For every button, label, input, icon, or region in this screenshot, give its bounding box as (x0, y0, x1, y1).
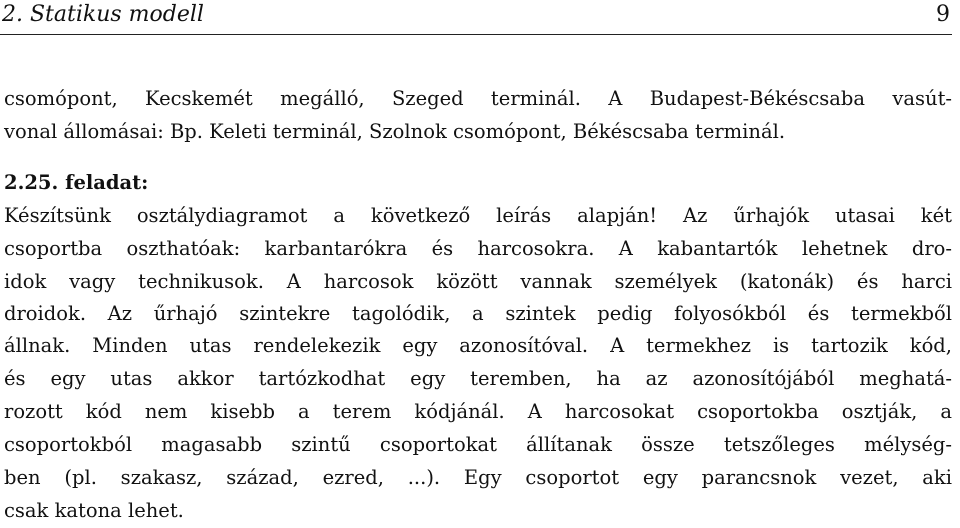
paragraph-line: idok vagy technikusok. A harcosok között vannak személyek (katonák) és harci (4, 270, 952, 293)
paragraph-line: rozott kód nem kisebb a terem kódjánál. A harcosokat csoportokba osztják, a (4, 400, 952, 423)
paragraph-line: droidok. Az űrhajó szintekre tagolódik, a szintek pedig folyosókból és termekből (4, 302, 952, 325)
paragraph-line: csak katona lehet. (4, 499, 184, 522)
paragraph-line: ben (pl. szakasz, század, ezred, ...). Egy csoportot egy parancsnok vezet, aki (4, 466, 952, 489)
paragraph-line: csomópont, Kecskemét megálló, Szeged terminál. A Budapest-Békéscsaba vasút- (4, 87, 952, 110)
page-number: 9 (936, 2, 950, 27)
paragraph-line: csoportba oszthatóak: karbantarókra és harcosokra. A kabantartók lehetnek dro- (4, 237, 952, 260)
paragraph-line: állnak. Minden utas rendelekezik egy azonosítóval. A termekhez is tartozik kód, (4, 334, 952, 357)
chapter-title: 2. Statikus modell (2, 2, 204, 27)
running-header (0, 0, 952, 35)
exercise-title: 2.25. feladat: (4, 171, 149, 194)
paragraph-line: csoportokból magasabb szintű csoportokat állítanak össze tetszőleges mélység- (4, 433, 952, 456)
paragraph-line: vonal állomásai: Bp. Keleti terminál, Szolnok csomópont, Békéscsaba terminál. (4, 120, 786, 143)
paragraph-line: és egy utas akkor tartózkodhat egy teremben, ha az azonosítójából meghatá- (4, 367, 952, 390)
paragraph-line: Készítsünk osztálydiagramot a következő leírás alapján! Az űrhajók utasai két (4, 204, 952, 227)
